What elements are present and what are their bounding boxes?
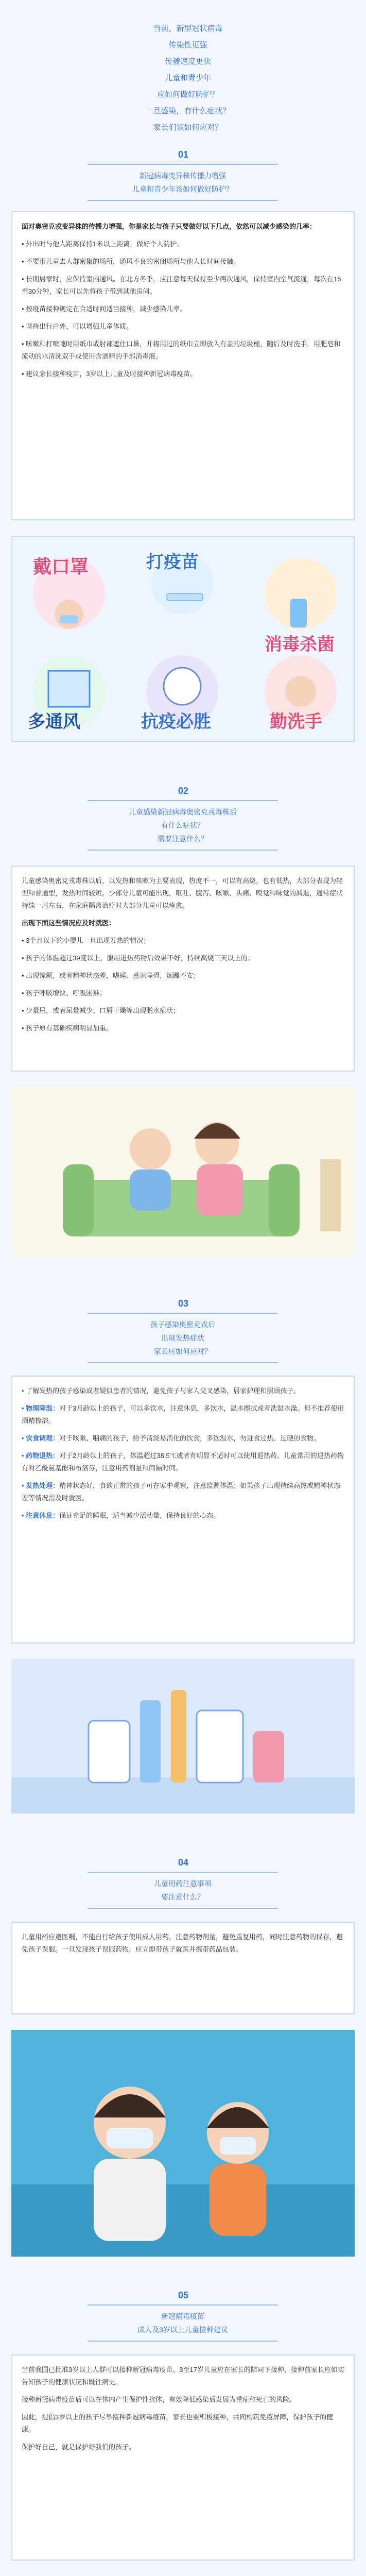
tip-item (22, 1510, 344, 1522)
bullet-item: • 孩子的体温超过39度以上，服用退热药物后效果不好，持续高烧三天以上的； (22, 954, 254, 962)
bullet-item: • 出现惊厥，或者精神状态差，嗜睡、意识障碍，烦躁不安； (22, 972, 200, 979)
tip-item (22, 1385, 344, 1397)
bullet-item: • 孩子原有基础疾病明显加重。 (22, 1024, 113, 1032)
body-paragraph: 儿童感染奥密克戎毒株以后，以发热和咳嗽为主要表现，热度不一，可以有高烧，也有低热，大部分表现为轻型和普通型，发热时间较短。少部分儿童可能出现，呕吐、腹泻、咳嗽、头痛、嗅觉和味觉的减退，通常症状持续一周左右，在家庭隔离治疗时大部分儿童可以痊愈。 (22, 877, 343, 909)
section-title-line: 儿童和青少年该如何做好防护？ (132, 185, 233, 193)
section-card (11, 1376, 355, 1643)
bullet-item: • 孩子呼吸增快、呼吸困难； (22, 989, 107, 997)
section-title-line: 出现发热症状 (161, 1334, 204, 1342)
section-title (88, 1872, 278, 1909)
section-title-line: 儿童用药注意事项 (154, 1879, 212, 1888)
kids-mask-illustration (11, 2030, 355, 2257)
section-title-line: 要注意什么？ (161, 1893, 204, 1901)
tip-item (22, 1402, 344, 1427)
lead-paragraph: 出现下面这些情况应及时就医： (22, 919, 116, 927)
tip-text: 了解发热的孩子感染或者疑似患者的情况，避免孩子与家人交叉感染，居家护理和照顾孩子。 (26, 1387, 301, 1395)
bullet-item: • 不要带儿童去人群密集的场所，通风不良的密闭场所与他人长时间接触。 (22, 258, 240, 265)
toc (111, 21, 265, 136)
bullet-item: • 咳嗽和打喷嚏时用纸巾或肘部遮住口鼻，并将用过的纸巾立即放入有盖的垃圾桶，随后及时洗手，用肥皂和流动的水清洗双手或使用含酒精的手部消毒液。 (22, 340, 341, 360)
section-number: 04 (178, 1857, 189, 1868)
section-card (11, 2354, 355, 2561)
section-number: 02 (178, 786, 189, 796)
wash-label: 勤洗手 (270, 712, 322, 732)
tip-item (22, 1432, 344, 1445)
section-card (11, 211, 355, 520)
body-paragraph: 儿童用药应遵医嘱，不能自行给孩子使用成人用药，注意药物剂量，避免重复用药，同时注意药物的保存，避免孩子误服。一旦发现孩子误服药物，应立即带孩子就医并携带药品包装。 (22, 1933, 343, 1953)
section-title-line: 儿童感染新冠病毒奥密克戎毒株后 (129, 808, 237, 816)
prevention-poster (11, 536, 355, 742)
family-illustration (11, 1087, 355, 1257)
section-title-line: 家长应如何应对？ (154, 1347, 212, 1355)
children-masks-illustration (11, 2030, 355, 2257)
tip-key: • 注意休息： (22, 1512, 60, 1519)
bullet-item: • 外出时与他人距离保持1米以上距离，做好个人防护。 (22, 240, 184, 248)
tip-key: • (22, 1387, 26, 1395)
ventilate-label: 多通风 (28, 712, 80, 732)
toc-line: 一旦感染，有什么症状？ (145, 107, 231, 115)
toc-line: 应如何做好防护？ (156, 90, 219, 99)
tip-item (22, 1450, 344, 1475)
section-title-line: 需要注意什么？ (158, 835, 208, 843)
prevention-illustration (12, 537, 355, 742)
body-paragraph: 因此，提倡3岁以上的孩子尽早接种新冠病毒疫苗，家长也要积极接种，共同构筑免疫屏障，保护孩子的健康。 (22, 2413, 334, 2433)
toc-line: 传播速度更快 (164, 57, 211, 66)
tip-text: 对于咳嗽、咽痛的孩子，给予清淡易消化的饮食，多饮温水，勿进食过热、过硬的食物。 (59, 1434, 321, 1442)
section-card (11, 866, 355, 1072)
bullet-item: • 3个月以下的小婴儿一旦出现发热的情况； (22, 937, 150, 944)
section-card (11, 1922, 355, 2014)
tip-text: 对于3月龄以上的孩子，可以多饮水，注意休息，多饮水，温水擦拭或者洗温水澡。但不推荐使用酒精擦浴。 (22, 1404, 344, 1425)
disinfect-label: 消毒杀菌 (265, 635, 335, 654)
section-title-line: 新冠病毒变异株传播力增强 (140, 172, 226, 180)
medicine-illustration (11, 1659, 355, 1814)
tip-key: • 药物退热： (22, 1452, 60, 1460)
section-title (88, 800, 278, 851)
section-number: 01 (178, 149, 189, 160)
tip-key: • 物理降温： (22, 1404, 60, 1412)
bullet-item: • 坚持出行户外，可以增强儿童体质。 (22, 323, 133, 330)
section-title (88, 1313, 278, 1363)
section-title-line: 成人及3岁以上儿童接种建议 (137, 2326, 228, 2334)
toc-line: 传染性更强 (168, 41, 207, 49)
body-paragraph: 保护好自己，就是保护好我们的孩子。 (22, 2443, 136, 2451)
tip-item (22, 1480, 344, 1504)
toc-line: 儿童和青少年 (164, 74, 211, 82)
bullet-item: • 按疫苗接种规定在合适时间适当接种，减少感染几率。 (22, 305, 187, 313)
bullet-item: • 长期居家时，应保持室内通风。在北方冬季，应注意每天保持至少两次通风，保持室内空气流通，每次在15至30分钟，家长可以先将孩子带到其他房间。 (22, 275, 341, 295)
vaccine-label: 打疫苗 (146, 552, 199, 572)
tip-text: 精神状态好，食欲正常的孩子可在家中观察，注意监测体温；如果孩子出现持续高热或精神状态差等情况需及时就医。 (22, 1482, 341, 1502)
fight-label: 抗疫必胜 (141, 712, 211, 732)
mask-label: 戴口罩 (33, 556, 89, 577)
tip-key: • 饮食调理： (22, 1434, 60, 1442)
section-title-line: 新冠病毒疫苗 (161, 2312, 204, 2320)
lead-paragraph: 面对奥密克戎变异株的传播力增强，你是家长与孩子只要做好以下几点，依然可以减少感染的几率： (22, 223, 317, 230)
tip-text: 对于2月龄以上的孩子，体温超过38.5℃或者有明显不适时可以使用退热药。儿童常用的退热药物有对乙酰氨基酚和布洛芬，注意用药剂量和间隔时间。 (22, 1452, 344, 1472)
body-paragraph: 当前我国已批准3岁以上人群可以接种新冠病毒疫苗。3至17岁儿童应在家长的陪同下接种，接种前家长应如实告知孩子的健康状况和既往病史。 (22, 2366, 344, 2386)
section-title (88, 164, 278, 201)
medicine-bottles-illustration (11, 1659, 355, 1814)
section-title-line: 孩子感染奥密克戎后 (150, 1320, 215, 1329)
toc-line: 家长们该如何应对？ (153, 123, 223, 132)
bullet-item: • 建议家长接种疫苗，3岁以上儿童及时接种新冠病毒疫苗。 (22, 370, 197, 378)
section-number: 05 (178, 2290, 189, 2300)
toc-line: 当前，新型冠状病毒 (153, 24, 223, 33)
section-title (88, 2304, 278, 2342)
tip-key: • 发热处理： (22, 1482, 60, 1489)
section-number: 03 (178, 1298, 189, 1309)
bullet-item: • 少量尿，或者尿量减少、口唇干燥等出现脱水症状； (22, 1007, 180, 1014)
mother-child-illustration (11, 1087, 355, 1257)
tip-text: 保证充足的睡眠，适当减少活动量，保持良好的心态。 (59, 1512, 220, 1519)
section-title-line: 有什么症状？ (161, 821, 204, 829)
body-paragraph: 接种新冠病毒疫苗后可以在体内产生保护性抗体，有效降低感染后发展为重症和死亡的风险。 (22, 2396, 297, 2403)
